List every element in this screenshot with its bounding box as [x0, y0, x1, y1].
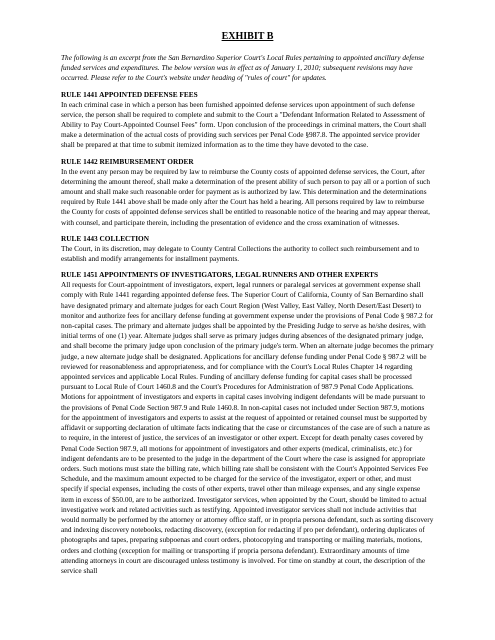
rule-1441-body: In each criminal case in which a person has been furnished appointed defense services upon appointment of such defense service, the person shall be required to complete and submit to the Court a "Defendant Information Related to Assessment of Ability to Pay Court-Appointed Counsel Fees" form. Upon conclusion of the proceedings in criminal matters, the Court shall make a determination of the actual costs of providing such services per Penal Code §987.8. The appointed service provider shall be prepared at that time to submit itemized information as to the time they have devoted to the case.	[61, 99, 427, 150]
rule-1442-heading: RULE 1442 REIMBURSEMENT ORDER	[61, 156, 194, 166]
rule-1441-heading: RULE 1441 APPOINTED DEFENSE FEES	[61, 89, 198, 99]
rule-1442-body: In the event any person may be required by law to reimburse the County costs of appointed defense services, the Court, after determining the amount thereof, shall make a determination of the present ability of such person to pay all or a portion of such amount and shall make such reasonable order for payment as is authorized by law. This determination and the determinations required by Rule 1441 above shall be made only after the Court has held a hearing. All persons required by law to reimburse the County for costs of appointed defense services shall be entitled to reasonable notice of the hearing and may appear thereat, with counsel, and participate therein, including the presentation of evidence and the cross examination of witnesses.	[61, 166, 430, 227]
rule-1443-heading: RULE 1443 COLLECTION	[61, 233, 149, 243]
exhibit-title: EXHIBIT B	[221, 31, 274, 42]
rule-1451-body: All requests for Court-appointment of investigators, expert, legal runners or paralegal services at government expense shall comply with Rule 1441 regarding appointed defense fees. The Superior Court of California, County of San Bernardino shall have designated primary and alternate judges for each Court Region (West Valley, East Valley, North Desert/East Desert) to monitor and authorize fees for ancillary defense funding at government expense under the provisions of Penal Code § 987.2 for non-capital cases. The primary and alternate judges shall be appointed by the Presiding Judge to serve as he/she desires, with initial terms of one (1) year. Alternate judges shall serve as primary judges during absences of the designated primary judge, and shall become the primary judge upon conclusion of the primary judge's term. When an alternate judge becomes the primary judge, a new alternate judge shall be designated. Applications for ancillary defense funding under Penal Code § 987.2 will be reviewed for reasonableness and appropriateness, and for compliance with the Court's Local Rules Chapter 14 regarding appointed services and applicable Local Rules. Funding of ancillary defense funding for capital cases shall be processed pursuant to Local Rule of Court 1460.8 and the Court's Procedures for Administration of 987.9 Penal Code Applications. Motions for appointment of investigators and experts in capital cases involving indigent defendants will be made pursuant to the provisions of Penal Code Section 987.9 and Rule 1460.8. In non-capital cases not included under Section 987.9, motions for the appointment of investigators and experts to assist at the request of appointed or retained counsel must be supported by affidavit or supporting declaration of ultimate facts indicating that the case or circumstances of the case are of such a nature as to require, in the interest of justice, the services of an investigator or other expert. Except for death penalty cases covered by Penal Code Section 987.9, all motions for appointment of investigators and other experts (medical, criminalists, etc.) for indigent defendants are to be presented to the judge in the department of the Court where the case is assigned for appropriate orders. Such motions must state the billing rate, which billing rate shall be consistent with the Court's Appointed Services Fee Schedule, and the maximum amount expected to be charged for the service of the investigator, expert or other, and must specify if special expenses, including the costs of other experts, travel other than mileage expenses, and any single expense item in excess of $50.00, are to be authorized. Investigator services, when appointed by the Court, should be limited to actual investigative work and related activities such as testifying. Appointed investigator services shall not include activities that would normally be performed by the attorney or attorney office staff, or in propria persona defendant, such as sorting discovery and indexing discovery notebooks, redacting discovery, (exception for redacting if pro per defendant), ordering duplicates of photographs and tapes, preparing subpoenas and court orders, photocopying and transporting or mailing materials, motions, orders and clothing (exception for mailing or transporting if propria persona defendant). Extraordinary amounts of time attending attorneys in court are discouraged unless testimony is involved. For time on standby at court, the description of the service shall	[61, 280, 434, 575]
intro-paragraph: The following is an excerpt from the San Bernardino Superior Court's Local Rules pertaining to appointed ancillary defense funded services and expenditures. The below version was in effect as of January 1, 2010; subsequent revisions may have occurred. Please refer to the Court's website under heading of "rules of court" for updates.	[61, 53, 425, 83]
rule-1443-body: The Court, in its discretion, may delegate to County Central Collections the authority to collect such reimbursement and to establish and modify arrangements for installment payments.	[61, 243, 420, 264]
rule-1451-heading: RULE 1451 APPOINTMENTS OF INVESTIGATORS, LEGAL RUNNERS AND OTHER EXPERTS	[61, 270, 379, 280]
